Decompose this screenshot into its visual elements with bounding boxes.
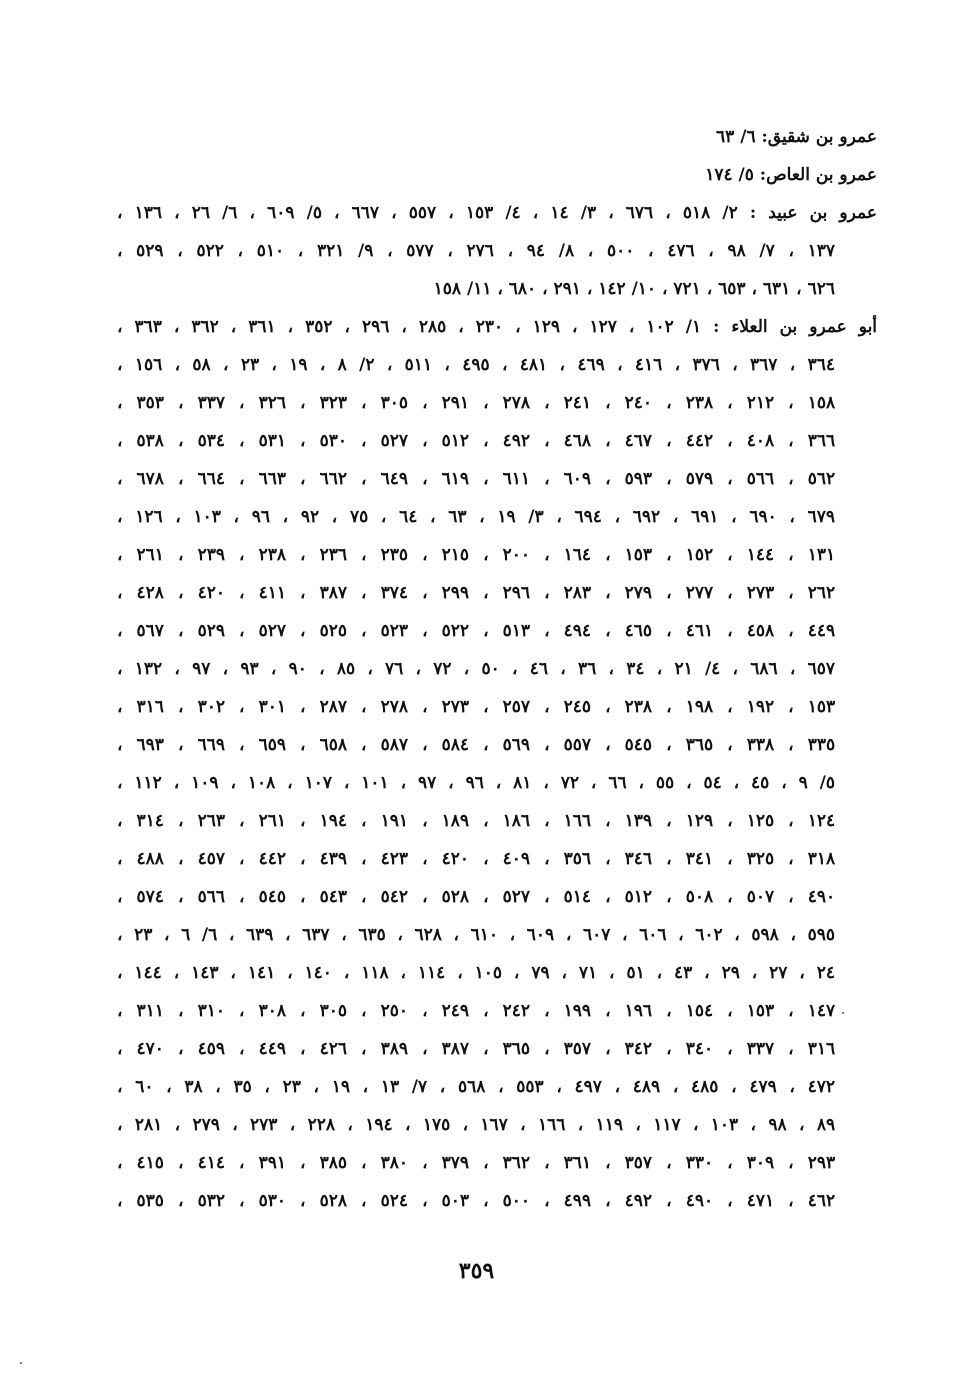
entry-line: ٨٩ ، ٩٨ ، ١٠٣ ، ١١٧ ، ١١٩ ، ١٦٦ ، ١٦٧ ، ١٧٥ ، ١٩٤ ، ٢٢٨ ، ٢٧٣ ، ٢٧٩ ، ٢٨١ ، (117, 1115, 835, 1135)
index-entry-abu-amr-ibn-al-ala (117, 308, 877, 1220)
entry-line: ٥/ ٩ ، ٤٥ ، ٥٤ ، ٥٥ ، ٦٦ ، ٧٢ ، ٨١ ، ٩٦ ، ٩٧ ، ١٠١ ، ١٠٧ ، ١٠٨ ، ١٠٩ ، ١١٢ ، (117, 773, 835, 793)
entry-line: ٣٣٥ ، ٣٣٨ ، ٣٦٥ ، ٥٤٥ ، ٥٥٧ ، ٥٦٩ ، ٥٨٤ ، ٥٨٧ ، ٦٥٨ ، ٦٥٩ ، ٦٦٩ ، ٦٩٣ ، (117, 735, 835, 755)
entry-line: ٢٦٢ ، ٢٧٣ ، ٢٧٧ ، ٢٧٩ ، ٢٨٣ ، ٢٩٦ ، ٢٩٩ ، ٣٧٤ ، ٣٨٧ ، ٤١١ ، ٤٢٠ ، ٤٢٨ ، (117, 583, 835, 603)
entry-line: ١٣٧ ، ٧/ ٩٨ ، ٤٧٦ ، ٥٠٠ ، ٨/ ٩٤ ، ٢٧٦ ، ٥٧٧ ، ٩/ ٣٢١ ، ٥١٠ ، ٥٢٢ ، ٥٢٩ ، (117, 241, 835, 261)
index-entries (117, 118, 877, 1220)
page-number: ٣٥٩ (458, 1258, 495, 1284)
scan-speck (842, 1012, 844, 1014)
entry-line: ٥٩٥ ، ٥٩٨ ، ٦٠٢ ، ٦٠٦ ، ٦٠٧ ، ٦٠٩ ، ٦١٠ ، ٦٢٨ ، ٦٣٥ ، ٦٣٧ ، ٦٣٩ ، ٦/ ٦ ، ٢٣ ، (117, 925, 835, 945)
entry-line: ٤٩٠ ، ٥٠٧ ، ٥٠٨ ، ٥١٢ ، ٥١٤ ، ٥٢٧ ، ٥٢٨ ، ٥٤٢ ، ٥٤٣ ، ٥٤٥ ، ٥٦٦ ، ٥٧٤ ، (117, 887, 835, 907)
entry-line: ٦٧٩ ، ٦٩٠ ، ٦٩١ ، ٦٩٢ ، ٦٩٤ ، ٣/ ١٩ ، ٦٣ ، ٦٤ ، ٧٥ ، ٩٢ ، ٩٦ ، ١٠٣ ، ١٢٦ ، (117, 507, 835, 527)
index-entry-amr-ibn-shaqiq (117, 118, 877, 156)
entry-line: ٦٥٧ ، ٦٨٦ ، ٤/ ٢١ ، ٣٤ ، ٣٦ ، ٤٦ ، ٥٠ ، ٧٢ ، ٧٦ ، ٨٥ ، ٩٠ ، ٩٣ ، ٩٧ ، ١٣٢ ، (117, 659, 835, 679)
entry-line: ٣١٦ ، ٣٣٧ ، ٣٤٠ ، ٣٤٢ ، ٣٥٧ ، ٣٦٥ ، ٣٨٧ ، ٣٨٩ ، ٤٢٦ ، ٤٤٩ ، ٤٥٩ ، ٤٧٠ ، (117, 1039, 835, 1059)
index-entry-amr-ibn-al-as (117, 156, 877, 194)
entry-line: ٣٦٤ ، ٣٦٧ ، ٣٧٦ ، ٤١٦ ، ٤٦٩ ، ٤٨١ ، ٤٩٥ ، ٥١١ ، ٢/ ٨ ، ١٩ ، ٢٣ ، ٥٨ ، ١٥٦ ، (117, 355, 835, 375)
index-entry-amr-ibn-ubayd (117, 194, 877, 308)
entry-line: ١٥٣ ، ١٩٢ ، ١٩٨ ، ٢٣٨ ، ٢٤٥ ، ٢٥٧ ، ٢٧٣ ، ٢٧٨ ، ٢٨٧ ، ٣٠١ ، ٣٠٢ ، ٣١٦ ، (117, 697, 835, 717)
entry-line: ٦٢٦ ، ٦٣١ ، ٦٥٣ ، ٧٢١ ، ١٠/ ١٤٢ ، ٢٩١ ، ٦٨٠ ، ١١/ ١٥٨ (433, 279, 835, 299)
entry-line: ٢٤ ، ٢٧ ، ٢٩ ، ٤٣ ، ٥١ ، ٧١ ، ٧٩ ، ١٠٥ ، ١١٤ ، ١١٨ ، ١٤٠ ، ١٤١ ، ١٤٣ ، ١٤٤ ، (117, 963, 835, 983)
entry-line: عمرو بن عبيد : ٢/ ٥١٨ ، ٦٧٦ ، ٣/ ١٤ ، ٤/ ١٥٣ ، ٥٥٧ ، ٦٦٧ ، ٥/ ٦٠٩ ، ٦/ ٢٦ ، ١٣٦ ، (117, 203, 877, 223)
entry-line: ١٣١ ، ١٤٤ ، ١٥٢ ، ١٥٣ ، ١٦٤ ، ٢٠٠ ، ٢١٥ ، ٢٣٥ ، ٢٣٦ ، ٢٣٨ ، ٢٣٩ ، ٢٦١ ، (117, 545, 835, 565)
entry-line: عمرو بن العاص: ٥/ ١٧٤ (705, 165, 877, 185)
entry-line: ٢٩٣ ، ٣٠٩ ، ٣٣٠ ، ٣٥٧ ، ٣٦١ ، ٣٦٢ ، ٣٧٩ ، ٣٨٠ ، ٣٨٥ ، ٣٩١ ، ٤١٤ ، ٤١٥ ، (117, 1153, 835, 1173)
entry-line: ١٥٨ ، ٢١٢ ، ٢٣٨ ، ٢٤٠ ، ٢٤١ ، ٢٧٨ ، ٢٩١ ، ٣٠٥ ، ٣٢٣ ، ٣٢٦ ، ٣٣٧ ، ٣٥٣ ، (117, 393, 835, 413)
entry-line: ٥٦٢ ، ٥٦٦ ، ٥٧٩ ، ٥٩٣ ، ٦٠٩ ، ٦١١ ، ٦١٩ ، ٦٤٩ ، ٦٦٢ ، ٦٦٣ ، ٦٦٤ ، ٦٧٨ ، (117, 469, 835, 489)
entry-line: ٤٦٢ ، ٤٧١ ، ٤٩٠ ، ٤٩٢ ، ٤٩٩ ، ٥٠٠ ، ٥٠٣ ، ٥٢٤ ، ٥٢٨ ، ٥٣٠ ، ٥٣٢ ، ٥٣٥ ، (117, 1191, 835, 1211)
entry-line: ١٢٤ ، ١٢٥ ، ١٢٩ ، ١٣٩ ، ١٦٦ ، ١٨٦ ، ١٨٩ ، ١٩١ ، ١٩٤ ، ٢٦١ ، ٢٦٣ ، ٣١٤ ، (117, 811, 835, 831)
entry-line: أبو عمرو بن العلاء : ١/ ١٠٢ ، ١٢٧ ، ١٢٩ ، ٢٣٠ ، ٢٨٥ ، ٢٩٦ ، ٣٥٢ ، ٣٦١ ، ٣٦٢ ، ٣٦٣ ، (117, 317, 877, 337)
entry-line: ٣١٨ ، ٣٢٥ ، ٣٤١ ، ٣٤٦ ، ٣٥٦ ، ٤٠٩ ، ٤٢٠ ، ٤٢٣ ، ٤٣٩ ، ٤٤٢ ، ٤٥٧ ، ٤٨٨ ، (117, 849, 835, 869)
scan-speck (20, 1362, 22, 1364)
entry-line: ١٤٧ ، ١٥٣ ، ١٥٤ ، ١٩٦ ، ١٩٩ ، ٢٤٢ ، ٢٤٩ ، ٢٥٠ ، ٣٠٥ ، ٣٠٨ ، ٣١٠ ، ٣١١ ، (117, 1001, 835, 1021)
entry-line: ٣٦٦ ، ٤٠٨ ، ٤٤٢ ، ٤٦٧ ، ٤٦٨ ، ٤٩٢ ، ٥١٢ ، ٥٢٧ ، ٥٣٠ ، ٥٣١ ، ٥٣٤ ، ٥٣٨ ، (117, 431, 835, 451)
entry-line: ٤٤٩ ، ٤٥٨ ، ٤٦١ ، ٤٦٥ ، ٤٩٤ ، ٥١٣ ، ٥٢٢ ، ٥٢٣ ، ٥٢٥ ، ٥٢٧ ، ٥٢٩ ، ٥٦٧ ، (117, 621, 835, 641)
entry-line: عمرو بن شقيق: ٦/ ٦٣ (716, 127, 877, 147)
entry-line: ٤٧٢ ، ٤٧٩ ، ٤٨٥ ، ٤٨٩ ، ٤٩٧ ، ٥٥٣ ، ٥٦٨ ، ٧/ ١٣ ، ١٩ ، ٢٣ ، ٣٥ ، ٣٨ ، ٦٠ ، (117, 1077, 835, 1097)
